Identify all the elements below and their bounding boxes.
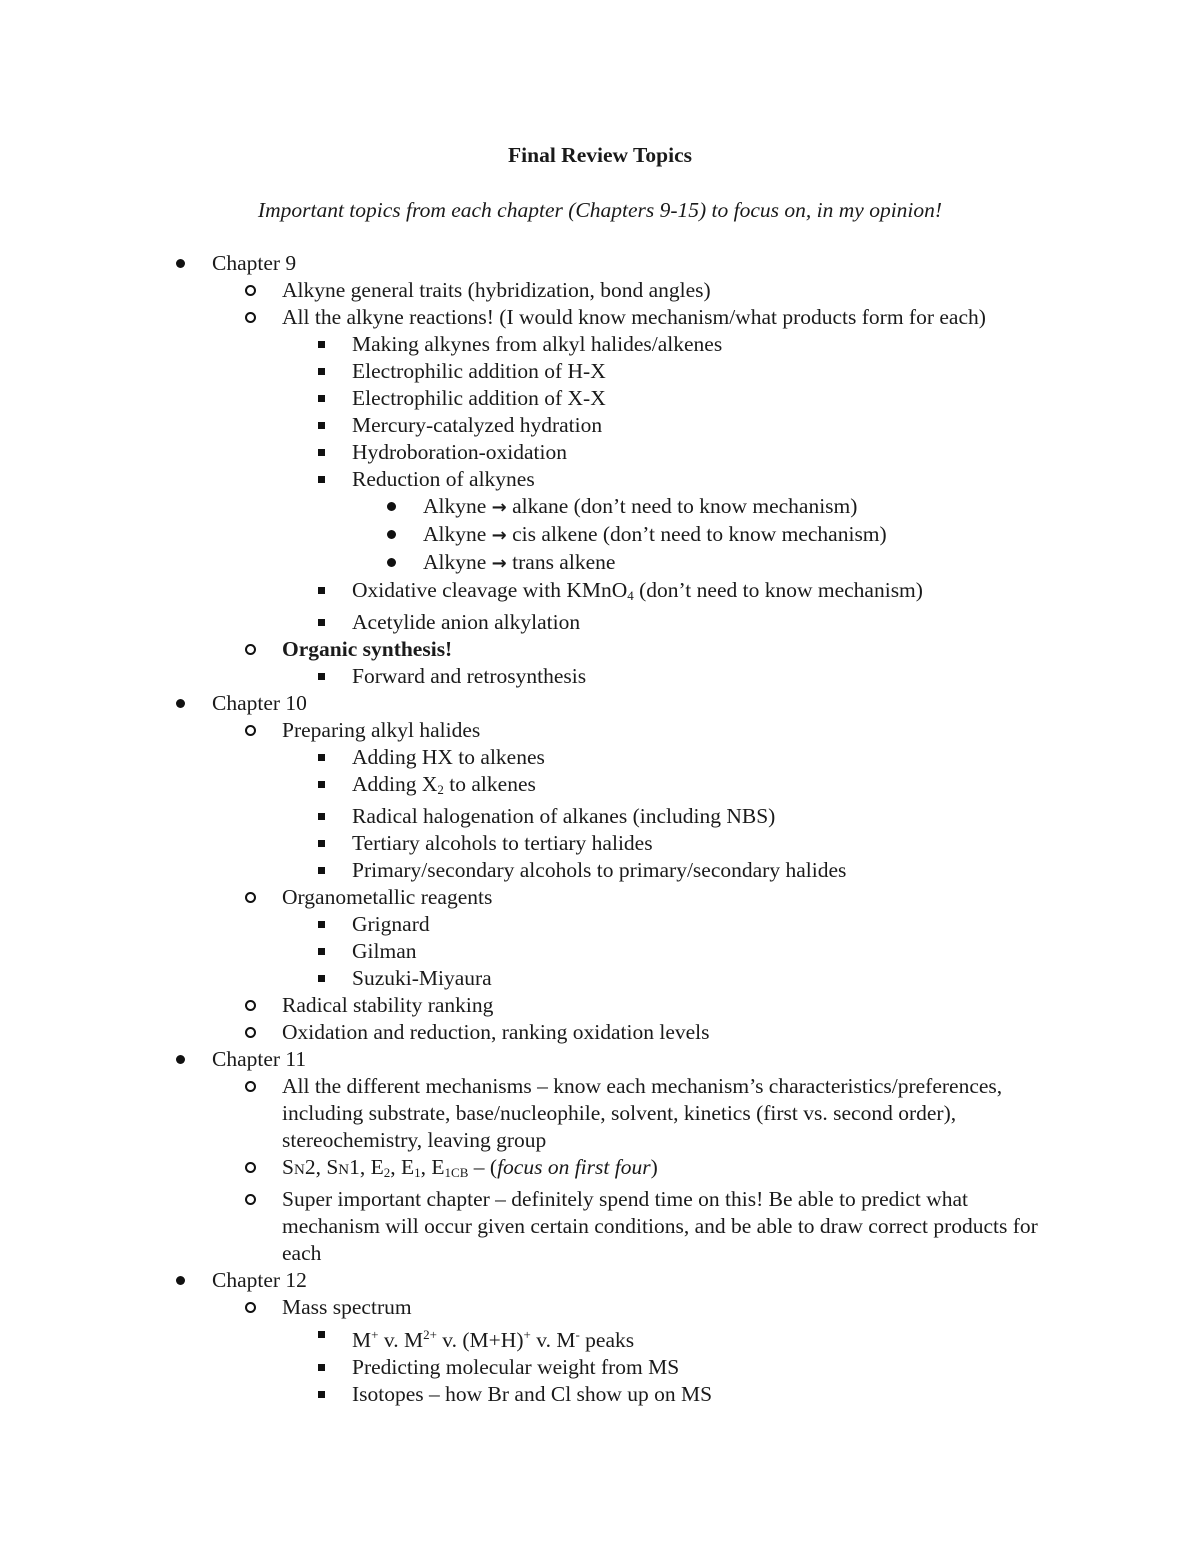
reactant-text: Alkyne <box>423 522 487 546</box>
text-run: , E <box>420 1155 445 1179</box>
topic-outline <box>0 250 1200 1408</box>
square-bullet-icon <box>311 857 331 884</box>
page-subtitle: Important topics from each chapter (Chapters 9-15) to focus on, in my opinion! <box>257 198 943 222</box>
list-item-text: Mass spectrum <box>282 1295 412 1319</box>
list-item <box>0 938 1200 965</box>
list-item <box>0 1154 1200 1186</box>
list-item-text <box>352 1321 1132 1354</box>
list-item <box>0 771 1200 803</box>
square-bullet-icon <box>311 466 331 493</box>
list-item <box>0 439 1200 466</box>
square-bullet-icon <box>311 911 331 938</box>
disc-bullet-icon <box>381 521 401 548</box>
list-item <box>0 911 1200 938</box>
disc-bullet-icon <box>170 250 190 277</box>
list-item <box>0 304 1200 331</box>
list-item <box>0 1381 1200 1408</box>
square-bullet-icon <box>311 439 331 466</box>
square-bullet-icon <box>311 965 331 992</box>
list-item <box>0 250 1200 277</box>
list-item-text <box>352 771 1132 803</box>
square-bullet-icon <box>311 938 331 965</box>
ring-bullet-icon <box>240 717 260 744</box>
list-item-text: Preparing alkyl halides <box>282 718 481 742</box>
list-item-text: Forward and retrosynthesis <box>352 664 587 688</box>
arrow-right-icon: → <box>491 553 507 574</box>
list-item <box>0 1294 1200 1321</box>
list-item <box>0 803 1200 830</box>
ring-bullet-icon <box>240 304 260 331</box>
square-bullet-icon <box>311 412 331 439</box>
product-text: cis alkene (don’t need to know mechanism) <box>512 522 887 546</box>
subscript: 2 <box>437 782 444 797</box>
chapter-heading: Chapter 11 <box>212 1047 307 1071</box>
list-item <box>0 636 1200 663</box>
list-item <box>0 744 1200 771</box>
square-bullet-icon <box>311 331 331 358</box>
list-item-text: Primary/secondary alcohols to primary/secondary halides <box>352 858 847 882</box>
text-run: , E <box>390 1155 415 1179</box>
list-item <box>0 331 1200 358</box>
text-run: v. M <box>530 1328 576 1352</box>
list-item <box>0 549 1200 577</box>
disc-bullet-icon <box>170 1046 190 1073</box>
page-title: Final Review Topics <box>508 143 692 167</box>
list-item <box>0 412 1200 439</box>
superscript: + <box>523 1327 531 1342</box>
chapter-heading: Chapter 9 <box>212 251 297 275</box>
text-run: 2, S <box>304 1155 339 1179</box>
superscript: - <box>575 1327 580 1342</box>
list-item <box>0 965 1200 992</box>
square-bullet-icon <box>311 1321 331 1348</box>
list-item <box>0 690 1200 717</box>
disc-bullet-icon <box>381 493 401 520</box>
list-item-text: Electrophilic addition of X-X <box>352 386 606 410</box>
list-item-text <box>352 577 1132 609</box>
list-item-text <box>282 1154 1062 1186</box>
list-item-text: Making alkynes from alkyl halides/alkenes <box>352 332 723 356</box>
list-item <box>0 992 1200 1019</box>
text-run: to alkenes <box>443 772 536 796</box>
list-item-text: Super important chapter – definitely spend time on this! Be able to predict what mechanism will occur given certain conditions, and be able to draw correct products for each <box>282 1187 1038 1265</box>
square-bullet-icon <box>311 385 331 412</box>
disc-bullet-icon <box>170 1267 190 1294</box>
list-item-text: Alkyne general traits (hybridization, bond angles) <box>282 278 711 302</box>
arrow-right-icon: → <box>491 525 507 546</box>
list-item <box>0 1073 1200 1154</box>
list-item <box>0 857 1200 884</box>
text-run: peaks <box>579 1328 635 1352</box>
text-run: M <box>352 1328 372 1352</box>
superscript: 2+ <box>423 1327 437 1342</box>
square-bullet-icon <box>311 744 331 771</box>
list-item <box>0 1321 1200 1354</box>
ring-bullet-icon <box>240 992 260 1019</box>
subscript: 1 <box>414 1165 421 1180</box>
text-run: ) <box>650 1155 658 1179</box>
small-cap: N <box>338 1162 350 1178</box>
list-item <box>0 609 1200 636</box>
ring-bullet-icon <box>240 884 260 911</box>
list-item-text: All the alkyne reactions! (I would know mechanism/what products form for each) <box>282 305 986 329</box>
text-run: v. (M+H) <box>436 1328 524 1352</box>
list-item-text: All the different mechanisms – know each mechanism’s characteristics/preferences, including substrate, base/nucleophile, solvent, kinetics (first vs. second order), stereochemistry, leaving group <box>282 1074 1003 1152</box>
disc-bullet-icon <box>381 549 401 576</box>
list-item <box>0 521 1200 549</box>
list-item-text: Suzuki-Miyaura <box>352 966 492 990</box>
list-item-text: Predicting molecular weight from MS <box>352 1355 680 1379</box>
list-item <box>0 884 1200 911</box>
product-text: alkane (don’t need to know mechanism) <box>512 494 858 518</box>
list-item <box>0 1186 1200 1267</box>
arrow-right-icon: → <box>491 497 507 518</box>
square-bullet-icon <box>311 830 331 857</box>
list-item <box>0 717 1200 744</box>
list-item-text: Acetylide anion alkylation <box>352 610 581 634</box>
list-item-text: Electrophilic addition of H-X <box>352 359 606 383</box>
list-item-text: Tertiary alcohols to tertiary halides <box>352 831 653 855</box>
ring-bullet-icon <box>240 1154 260 1181</box>
list-item <box>0 663 1200 690</box>
square-bullet-icon <box>311 577 331 604</box>
list-item <box>0 358 1200 385</box>
list-item <box>0 1019 1200 1046</box>
square-bullet-icon <box>311 771 331 798</box>
list-item-text: Oxidation and reduction, ranking oxidation levels <box>282 1020 710 1044</box>
list-item-text: Reduction of alkynes <box>352 467 535 491</box>
list-item <box>0 466 1200 493</box>
list-item <box>0 277 1200 304</box>
list-item <box>0 830 1200 857</box>
list-item <box>0 1046 1200 1073</box>
ring-bullet-icon <box>240 1073 260 1100</box>
text-run: S <box>282 1155 294 1179</box>
text-run: (don’t need to know mechanism) <box>633 578 923 602</box>
list-item-text: Hydroboration-oxidation <box>352 440 567 464</box>
ring-bullet-icon <box>240 1294 260 1321</box>
list-item-text <box>423 493 1200 521</box>
product-text: trans alkene <box>512 550 616 574</box>
list-item-text: Radical halogenation of alkanes (including NBS) <box>352 804 776 828</box>
square-bullet-icon <box>311 1354 331 1381</box>
text-run: v. M <box>378 1328 424 1352</box>
reactant-text: Alkyne <box>423 494 487 518</box>
list-item-text: Adding HX to alkenes <box>352 745 545 769</box>
superscript: + <box>371 1327 379 1342</box>
ring-bullet-icon <box>240 636 260 663</box>
ring-bullet-icon <box>240 1186 260 1213</box>
square-bullet-icon <box>311 803 331 830</box>
list-item-text <box>423 521 1200 549</box>
list-item-text: Gilman <box>352 939 417 963</box>
text-run: Oxidative cleavage with KMnO <box>352 578 628 602</box>
reactant-text: Alkyne <box>423 550 487 574</box>
disc-bullet-icon <box>170 690 190 717</box>
subscript: 2 <box>383 1165 391 1180</box>
list-item <box>0 577 1200 609</box>
text-run: 1, E <box>349 1155 384 1179</box>
small-cap: N <box>293 1162 305 1178</box>
square-bullet-icon <box>311 358 331 385</box>
list-item-text: Radical stability ranking <box>282 993 494 1017</box>
text-run: – ( <box>468 1155 498 1179</box>
square-bullet-icon <box>311 609 331 636</box>
list-item-text: Grignard <box>352 912 430 936</box>
list-item <box>0 385 1200 412</box>
subscript: 1CB <box>444 1165 469 1180</box>
chapter-heading: Chapter 12 <box>212 1268 307 1292</box>
list-item <box>0 1354 1200 1381</box>
subscript: 4 <box>627 588 634 603</box>
list-item <box>0 1267 1200 1294</box>
ring-bullet-icon <box>240 277 260 304</box>
ring-bullet-icon <box>240 1019 260 1046</box>
list-item-text <box>423 549 1200 577</box>
list-item <box>0 493 1200 521</box>
chapter-heading: Chapter 10 <box>212 691 307 715</box>
list-item-text: Organic synthesis! <box>282 637 453 661</box>
list-item-text: Organometallic reagents <box>282 885 493 909</box>
list-item-text: Isotopes – how Br and Cl show up on MS <box>352 1382 713 1406</box>
list-item-text: Mercury-catalyzed hydration <box>352 413 603 437</box>
square-bullet-icon <box>311 1381 331 1408</box>
text-run: Adding X <box>352 772 438 796</box>
italic-text: focus on first four <box>497 1155 651 1179</box>
square-bullet-icon <box>311 663 331 690</box>
